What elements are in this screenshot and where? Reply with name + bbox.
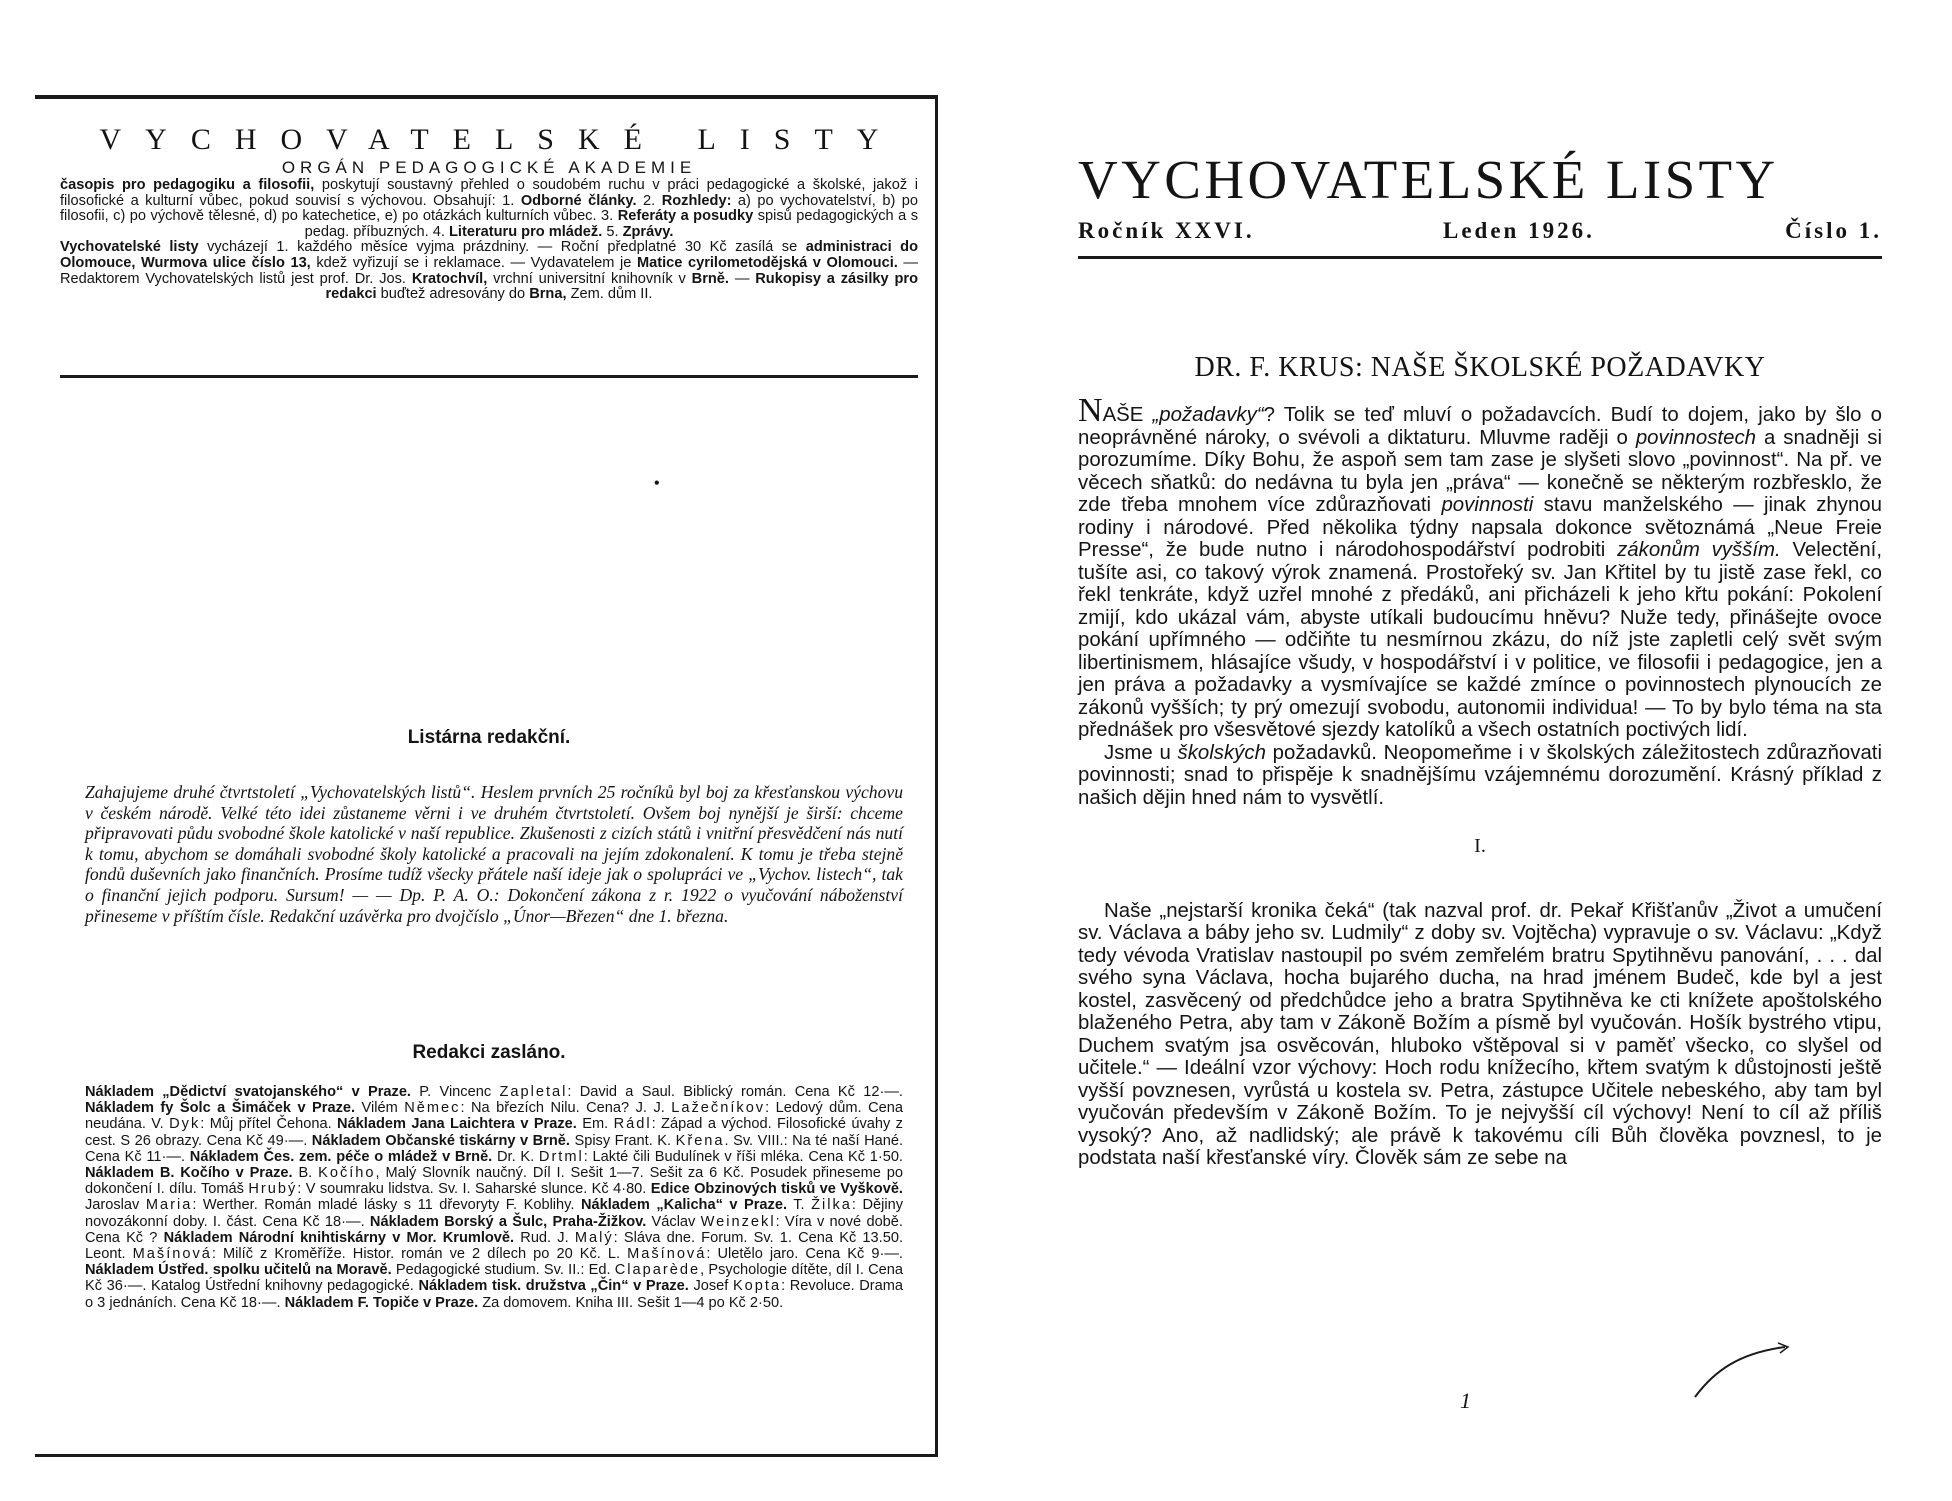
entry-text: P. Vincenc [410,1084,500,1100]
entry-text: B. [292,1165,319,1182]
publisher-name: Nákladem Čes. zem. péče o mládež v Brně. [189,1148,493,1165]
entry-text: Rud. J. [514,1229,575,1246]
entry-text: : Západ a východ. Filosofické úvahy z cest. S 26 obrazy. Cena Kč 49·—. [85,1116,903,1149]
entry-text: Vilém [355,1100,405,1117]
page-number: 1 [1460,1388,1471,1413]
entry-text: Spisy Frant. K. [569,1132,676,1149]
article-body [1078,392,1883,1170]
entry-text: , Psychologie dítěte, díl I. Cena Kč 36·—. Katalog Ústřední knihovny pedagogické. [85,1262,904,1295]
entry-text: : V soumraku lidstva. Sv. I. Saharské slunce. Kč 4·80. [297,1181,651,1198]
entry-text: Za domovem. Kniha III. Sešit 1—4 po Kč 2·50. [478,1294,784,1311]
entry-text: : Uletělo jaro. Cena Kč 9·—. [706,1246,903,1263]
entry-text: T. [787,1197,812,1214]
volume-label: Ročník XXVI. [1078,218,1255,243]
masthead [60,123,918,303]
section-numeral: I. [1474,835,1486,857]
listarna-heading: Listárna redakční. [407,727,571,748]
paragraph-2: Jsme u školských požadavků. Neopomeňme i v školských záležitostech zdůrazňovati povinnosti; snad to přispěje k snadnějšímu vzájemnému dorozumění. Krásný příklad z našich dějin hned nám to vysvětlí. [1078,741,1883,809]
publisher-name: Nákladem B. Kočího v Praze. [85,1165,293,1182]
publisher-name: Nákladem „Dědictví svatojanského“ v Praze. [85,1084,411,1100]
author-name: Malý [574,1229,614,1246]
author-name: Kopta [732,1278,782,1295]
masthead-subtitle: ORGÁN PEDAGOGICKÉ AKADEMIE [281,158,697,177]
masthead-info-publication: Vychovatelské listy vycházejí 1. každého měsíce vyjma prázdniny. — Roční předplatné 30 Kč zasílá se administraci do Olomouce, Wurmova ulice číslo 13, kdež vyřizují se i reklamace. — Vydavatelem je Matice cyrilometodějská v Olomouci. — Redaktorem Vychovatelských listů jest prof. Dr. Jos. Kratochvíl, vrchní universitní knihovník v Brně. — Rukopisy a zásilky pro redakci buďtež adresovány do Brna, Zem. dům II. [60,239,919,303]
entry-text: , Malý Slovník naučný. Díl I. Sešit 1—7. Sešit za 6 Kč. Posudek přineseme po dokončení I. dílu. Tomáš [85,1165,903,1198]
entry-text: Pedagogické studium. Sv. II.: Ed. [391,1262,615,1279]
author-name: Rádl [613,1116,652,1133]
entry-text: Josef [688,1278,733,1295]
masthead-rule [60,375,918,378]
entry-text: : Werther. Román mladé lásky s 11 dřevoryty F. Koblihy. [192,1197,581,1214]
author-name: Maria [145,1197,193,1214]
entry-text: Em. [576,1116,614,1133]
entry-text: : Na březích Nilu. Cena? J. J. [460,1100,672,1117]
paragraph-1: NAŠE „požadavky“? Tolik se teď mluví o požadavcích. Budí to dojem, jako by šlo o neoprávněné nároky, o svévoli a diktaturu. Mluvme raději o povinnostech a snadněji si porozumíme. Díky Bohu, že aspoň sem tam zase je slyšeti slovo „povinnost“. Na př. ve věcech sňatků: do nedávna tu byla jen „práva“ — konečně se některým rozbřesklo, že zde třeba mnohem více zdůrazňovati povinnosti stavu manželského — jinak zhynou rodiny i národové. Před několika týdny napsala dokonce světoznámá „Neue Freie Presse“, že bude nutno i národohospodářství podrobiti zákonům vyšším. Velectění, tušíte asi, co takový výrok znamená. Prostořeký sv. Jan Křtitel by tu jistě zase řekl, co řekl tenkráte, když uzřel mnohé z předáků, ani přicházeli k jeho křtu pokání: Pokolení zmijí, kdo ukázal vám, abyste utíkali budoucímu hněvu? Nuže tedy, přinášejte ovoce pokání upřímného — odčiňte tu nesmírnou zkázu, do níž jste zapletli celý svět svým libertinismem, hlásajíce všudy, v hospodářství i v politice, ve filosofii i pedagogice, jen a jen práva a požadavky a vysmívajíce se každé zmínce o povinnostech plynoucích ze zákonů vyšších; ty prý omezují svobodu, autonomii individua! — To by bylo téma na sta přednášek pro všesvětové sjezdy katolíků a všech ostatních poctivých lidí. [1078,392,1883,741]
entry-text: : David a Saul. Biblický román. Cena Kč 12·—. [567,1084,903,1100]
entry-text: Dr. K. [492,1148,539,1165]
entry-text: : Ledový dům. Cena neudána. V. [85,1100,903,1133]
date-label: Leden 1926. [1443,218,1595,243]
stray-dot: • [654,475,660,492]
publisher-name: Nákladem F. Topiče v Praze. [284,1294,479,1311]
article-title: DR. F. KRUS: NAŠE ŠKOLSKÉ POŽADAVKY [1194,352,1766,383]
drop-cap: N [1078,392,1103,429]
masthead-info-contents: časopis pro pedagogiku a filosofii, poskytují soustavný přehled o soudobém ruchu v práci pedagogické a školské, jakož i filosofické a kulturní vůbec, pokud souvisí s výchovou. Obsahují: 1. Odborné články. 2. Rozhledy: a) po vychovatelství, b) po filosofii, c) po výchově tělesné, d) po katechetice, e) po otázkách kulturních vůbec. 3. Referáty a posudky spisů pedagogických a s pedag. příbuzných. 4. Literaturu pro mládež. 5. Zprávy. [60,177,919,240]
author-name: Drtml [538,1148,584,1165]
publisher-name: Edice Obzinových tisků ve Vyškově. [650,1181,903,1198]
publisher-name: Nákladem Borský a Šulc, Praha-Žižkov. [369,1213,647,1230]
entry-text: : Víra v nové době. Cena Kč ? [85,1213,903,1246]
entry-text: : Lakté čili Budulínek v říši mléka. Cena Kč 1·50. [583,1148,903,1165]
issue-label: Číslo 1. [1785,218,1882,243]
entry-text: Václav [646,1213,701,1230]
author-name: Weinzekl [700,1213,776,1230]
right-page-header [1078,150,1882,259]
header-rule [1078,256,1882,259]
publisher-name: Nákladem „Kalicha“ v Praze. [580,1197,787,1214]
entry-text: : Revoluce. Drama o 3 jednáních. Cena Kč 18·—. [85,1278,904,1311]
author-name: Dyk [169,1116,201,1133]
publisher-name: Nákladem Ústřed. spolku učitelů na Moravě. [85,1262,392,1279]
listarna-body: Zahajujeme druhé čtvrtstoletí „Vychovatelských listů“. Heslem prvních 25 ročníků byl boj za křesťanskou výchovu v českém národě. Velké této idei zůstaneme věrni i ve druhém čtvrtstoletí. Ovšem boj nynější je širší: chceme připravovati půdu svobodné škole katolické v naší republice. Zkušenosti z cizích států i vnitřní přesvědčení nás nutí k tomu, abychom se domáhali svobodné školy katolické a pracovali na jejím zdokonalení. K tomu je třeba stejně fondů duševních jako finančních. Prosíme tudíž všecky přátele naší ideje jak o spolupráci ve „Vychov. listech“, tak o finanční jejich podporu. Sursum! — — Dp. P. A. O.: Dokončení zákona z r. 1922 o vyučování náboženství přineseme v příštím čísle. Redakční uzávěrka pro dvojčíslo „Únor—Březen“ dne 1. března. [85,782,903,926]
journal-title: VYCHOVATELSKÉ LISTY [1078,149,1779,210]
left-page [35,95,938,1457]
author-name: Mašínová [132,1246,212,1263]
entry-text: Jaroslav [85,1197,146,1214]
paragraph-3: Naše „nejstarší kronika čeká“ (tak nazval prof. dr. Pekař Křišťanův „Život a umučení sv. Václava a báby jeho sv. Ludmily“ z doby sv. Vojtěcha) vypravuje o sv. Václavu: „Když tedy vévoda Vratislav nastoupil po svém zemřelém bratru Spytihněvu panování, . . . dal svého syna Václava, hocha bujarého ducha, na hrad jménem Budeč, kde byl a jest kostel, zasvěcený od předchůdce jeho a bratra Spytihněva ke cti knížete apoštolského blaženého Petra, aby tam v Zákoně Božím a písmě byl vyučován. Hošík bystrého vtipu, Duchem svatým jsa osvěcován, hluboko vštěpoval si v paměť všecko, co slyšel od učitele.“ — Ideální vzor výchovy: Hoch rodu knížecího, křtem svatým k důstojnosti ještě vyšší povznesen, vyrůstá u kostela sv. Petra, zástupce Učitele nebeského, aby tam byl vyučován především v Zákoně Božím. To je nejvyšší cíl výchovy! Není to cíl až příliš vysoký? Ano, až nadlidský; ale právě k takovému cíli Bůh člověka povznesl, to je podstata naší křesťanské víry. Člověk sám ze sebe na [1078,899,1882,1169]
publisher-name: Nákladem tisk. družstva „Čin“ v Praze. [418,1278,689,1295]
zaslano-body [85,1084,903,1311]
entry-text: : Můj přítel Čehona. [200,1116,338,1133]
author-name: Mašínová [627,1246,707,1263]
pen-stroke-mark [1690,1335,1800,1405]
author-name: Zapletal [499,1084,568,1100]
author-name: Kočího [318,1165,376,1182]
author-name: Němec [404,1100,461,1117]
publisher-name: Nákladem Občanské tiskárny v Brně. [311,1132,570,1149]
entry-text: : Dějiny novozákonní doby. I. část. Cena Kč 18·—. [85,1197,904,1230]
entry-text: . Sv. VIII.: Na té naší Hané. Cena Kč 11·—. [85,1132,904,1165]
entry-text: : Milíč z Kroměříže. Histor. román ve 2 dílech po 20 Kč. L. [211,1246,628,1263]
publisher-name: Nákladem fy Šolc a Šimáček v Praze. [85,1100,356,1117]
publisher-name: Nákladem Národní knihtiskárny v Mor. Krumlově. [163,1229,515,1246]
zaslano-heading: Redakci zasláno. [412,1042,566,1063]
entry-text: : Sláva dne. Forum. Sv. 1. Cena Kč 13.50. Leont. [85,1229,904,1263]
author-name: Lažečníkov [671,1100,766,1117]
publisher-name: Nákladem Jana Laichtera v Praze. [337,1116,577,1133]
author-name: Křena [675,1132,725,1149]
author-name: Žilka [811,1197,852,1214]
issue-line [1078,218,1882,250]
author-name: Claparède [614,1262,701,1279]
masthead-title: VYCHOVATELSKÉ LISTY [99,123,903,156]
author-name: Hrubý [248,1181,298,1198]
